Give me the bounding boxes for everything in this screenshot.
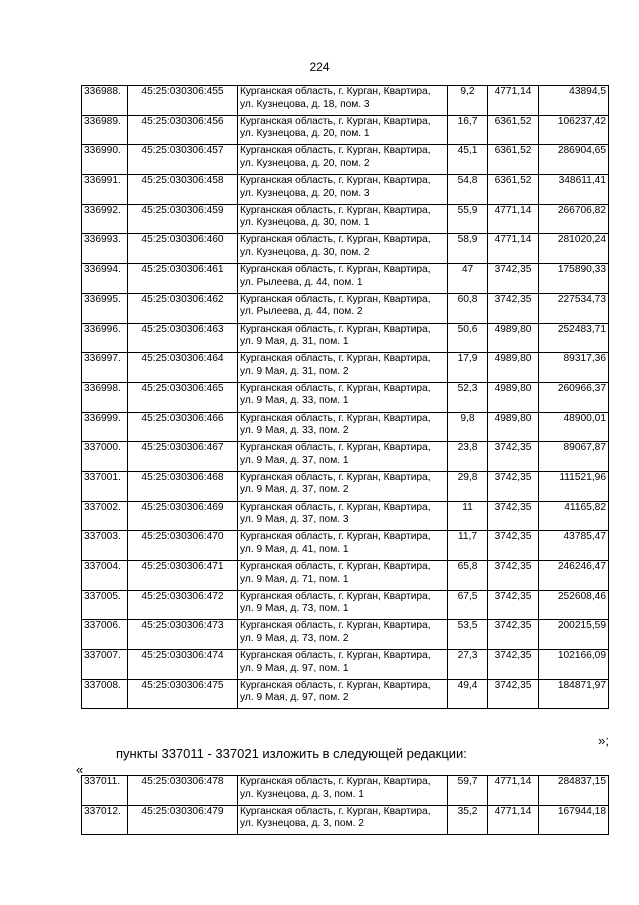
address-cell — [238, 323, 448, 353]
address-line-1: Курганская область, г. Курган, Квартира, — [240, 805, 431, 817]
address-line-1: Курганская область, г. Курган, Квартира, — [240, 561, 431, 572]
row-number-cell: 336995. — [82, 293, 128, 323]
row-number-cell: 337000. — [82, 442, 128, 472]
row-number-cell: 336992. — [82, 204, 128, 234]
area-cell: 54,8 — [448, 175, 488, 205]
address-cell — [238, 115, 448, 145]
address-cell — [238, 145, 448, 175]
area-cell: 11 — [448, 501, 488, 531]
cadastral-value-cell: 111521,96 — [539, 471, 609, 501]
area-cell: 52,3 — [448, 382, 488, 412]
address-line-1: Курганская область, г. Курган, Квартира, — [240, 86, 431, 97]
unit-price-cell: 3742,35 — [488, 531, 539, 561]
unit-price-cell: 4771,14 — [488, 234, 539, 264]
table-row — [82, 234, 609, 264]
cadastral-number-cell: 45:25:030306:459 — [128, 204, 238, 234]
cadastral-number-cell: 45:25:030306:465 — [128, 382, 238, 412]
address-line-2: ул. Кузнецова, д. 20, пом. 2 — [240, 157, 370, 169]
cadastral-value-cell: 43785,47 — [539, 531, 609, 561]
address-cell — [238, 293, 448, 323]
address-line-2: ул. 9 Мая, д. 33, пом. 2 — [240, 425, 349, 437]
address-line-2: ул. 9 Мая, д. 97, пом. 2 — [240, 692, 349, 704]
address-line-2: ул. Рылеева, д. 44, пом. 2 — [240, 306, 363, 318]
address-line-1: Курганская область, г. Курган, Квартира, — [240, 531, 431, 543]
address-line-2: ул. 9 Мая, д. 41, пом. 1 — [240, 543, 349, 555]
cadastral-value-cell: 106237,42 — [539, 115, 609, 145]
cadastral-value-cell: 266706,82 — [539, 204, 609, 234]
cadastral-value-cell: 43894,5 — [539, 86, 609, 116]
table-row — [82, 531, 609, 561]
area-cell: 29,8 — [448, 471, 488, 501]
cadastral-number-cell: 45:25:030306:468 — [128, 471, 238, 501]
area-cell: 50,6 — [448, 323, 488, 353]
row-number-cell: 336997. — [82, 353, 128, 383]
address-line-2: ул. 9 Мая, д. 31, пом. 1 — [240, 336, 349, 347]
unit-price-cell: 3742,35 — [488, 620, 539, 650]
row-number-cell: 337006. — [82, 620, 128, 650]
table-row — [82, 501, 609, 531]
cadastral-number-cell: 45:25:030306:458 — [128, 175, 238, 205]
unit-price-cell: 4771,14 — [488, 805, 539, 835]
cadastral-number-cell: 45:25:030306:473 — [128, 620, 238, 650]
unit-price-cell: 4771,14 — [488, 86, 539, 116]
cadastral-value-cell: 348611,41 — [539, 175, 609, 205]
address-cell — [238, 561, 448, 591]
address-cell — [238, 679, 448, 709]
unit-price-cell: 4771,14 — [488, 776, 539, 806]
cadastral-value-cell: 184871,97 — [539, 679, 609, 709]
address-line-1: Курганская область, г. Курган, Квартира, — [240, 776, 431, 787]
address-line-1: Курганская область, г. Курган, Квартира, — [240, 175, 431, 187]
table-row — [82, 620, 609, 650]
address-line-1: Курганская область, г. Курган, Квартира, — [240, 323, 431, 335]
cadastral-value-cell: 286904,65 — [539, 145, 609, 175]
address-line-1: Курганская область, г. Курган, Квартира, — [240, 590, 431, 602]
unit-price-cell: 3742,35 — [488, 650, 539, 680]
address-line-1: Курганская область, г. Курган, Квартира, — [240, 620, 431, 632]
cadastral-number-cell: 45:25:030306:464 — [128, 353, 238, 383]
cadastral-number-cell: 45:25:030306:461 — [128, 264, 238, 294]
address-line-2: ул. Кузнецова, д. 30, пом. 2 — [240, 246, 370, 258]
address-line-2: ул. Рылеева, д. 44, пом. 1 — [240, 276, 363, 288]
row-number-cell: 337002. — [82, 501, 128, 531]
row-number-cell: 336993. — [82, 234, 128, 264]
area-cell: 49,4 — [448, 679, 488, 709]
unit-price-cell: 3742,35 — [488, 501, 539, 531]
unit-price-cell: 3742,35 — [488, 561, 539, 591]
address-line-2: ул. 9 Мая, д. 37, пом. 2 — [240, 484, 349, 496]
address-line-2: ул. Кузнецова, д. 3, пом. 2 — [240, 818, 364, 830]
area-cell: 9,2 — [448, 86, 488, 116]
area-cell: 23,8 — [448, 442, 488, 472]
cadastral-number-cell: 45:25:030306:471 — [128, 561, 238, 591]
address-cell — [238, 531, 448, 561]
table-row — [82, 412, 609, 442]
address-line-1: Курганская область, г. Курган, Квартира, — [240, 650, 431, 662]
address-line-1: Курганская область, г. Курган, Квартира, — [240, 412, 431, 424]
address-cell — [238, 234, 448, 264]
table-row — [82, 353, 609, 383]
unit-price-cell: 3742,35 — [488, 264, 539, 294]
cadastral-value-cell: 284837,15 — [539, 776, 609, 806]
cadastral-number-cell: 45:25:030306:472 — [128, 590, 238, 620]
address-line-2: ул. Кузнецова, д. 18, пом. 3 — [240, 98, 370, 110]
row-number-cell: 336988. — [82, 86, 128, 116]
amended-property-table — [81, 775, 609, 835]
address-cell — [238, 776, 448, 806]
row-number-cell: 336999. — [82, 412, 128, 442]
address-line-2: ул. Кузнецова, д. 3, пом. 1 — [240, 788, 364, 800]
table-row — [82, 204, 609, 234]
cadastral-number-cell: 45:25:030306:456 — [128, 115, 238, 145]
row-number-cell: 337001. — [82, 471, 128, 501]
address-cell — [238, 412, 448, 442]
address-cell — [238, 442, 448, 472]
cadastral-number-cell: 45:25:030306:467 — [128, 442, 238, 472]
cadastral-number-cell: 45:25:030306:479 — [128, 805, 238, 835]
cadastral-number-cell: 45:25:030306:460 — [128, 234, 238, 264]
cadastral-value-cell: 252608,46 — [539, 590, 609, 620]
cadastral-value-cell: 200215,59 — [539, 620, 609, 650]
cadastral-number-cell: 45:25:030306:466 — [128, 412, 238, 442]
address-line-1: Курганская область, г. Курган, Квартира, — [240, 679, 431, 691]
address-line-1: Курганская область, г. Курган, Квартира, — [240, 382, 431, 394]
address-line-1: Курганская область, г. Курган, Квартира, — [240, 501, 431, 513]
address-line-2: ул. 9 Мая, д. 73, пом. 1 — [240, 603, 349, 615]
table-row — [82, 145, 609, 175]
unit-price-cell: 4989,80 — [488, 412, 539, 442]
unit-price-cell: 6361,52 — [488, 175, 539, 205]
row-number-cell: 336994. — [82, 264, 128, 294]
row-number-cell: 337005. — [82, 590, 128, 620]
address-line-1: Курганская область, г. Курган, Квартира, — [240, 264, 431, 276]
opening-quote: « — [76, 762, 84, 777]
address-line-2: ул. Кузнецова, д. 20, пом. 3 — [240, 187, 370, 199]
area-cell: 59,7 — [448, 776, 488, 806]
cadastral-value-cell: 48900,01 — [539, 412, 609, 442]
area-cell: 55,9 — [448, 204, 488, 234]
row-number-cell: 336998. — [82, 382, 128, 412]
cadastral-number-cell: 45:25:030306:474 — [128, 650, 238, 680]
address-line-1: Курганская область, г. Курган, Квартира, — [240, 293, 431, 305]
area-cell: 67,5 — [448, 590, 488, 620]
table-row — [82, 382, 609, 412]
address-line-1: Курганская область, г. Курган, Квартира, — [240, 442, 431, 454]
cadastral-number-cell: 45:25:030306:463 — [128, 323, 238, 353]
amendment-instruction: пункты 337011 - 337021 изложить в следующей редакции: — [116, 746, 467, 761]
property-table — [81, 85, 609, 709]
table-row — [82, 86, 609, 116]
table-row — [82, 650, 609, 680]
cadastral-number-cell: 45:25:030306:462 — [128, 293, 238, 323]
address-line-1: Курганская область, г. Курган, Квартира, — [240, 234, 431, 246]
address-line-2: ул. 9 Мая, д. 73, пом. 2 — [240, 632, 349, 644]
unit-price-cell: 6361,52 — [488, 115, 539, 145]
table-row — [82, 293, 609, 323]
area-cell: 27,3 — [448, 650, 488, 680]
table-row — [82, 175, 609, 205]
area-cell: 53,5 — [448, 620, 488, 650]
cadastral-number-cell: 45:25:030306:457 — [128, 145, 238, 175]
area-cell: 9,8 — [448, 412, 488, 442]
closing-quote: »; — [598, 733, 609, 748]
address-line-2: ул. Кузнецова, д. 20, пом. 1 — [240, 128, 370, 140]
cadastral-number-cell: 45:25:030306:478 — [128, 776, 238, 806]
area-cell: 35,2 — [448, 805, 488, 835]
area-cell: 16,7 — [448, 115, 488, 145]
cadastral-value-cell: 89067,87 — [539, 442, 609, 472]
row-number-cell: 336990. — [82, 145, 128, 175]
unit-price-cell: 4989,80 — [488, 382, 539, 412]
address-cell — [238, 86, 448, 116]
cadastral-value-cell: 41165,82 — [539, 501, 609, 531]
area-cell: 60,8 — [448, 293, 488, 323]
address-cell — [238, 805, 448, 835]
address-cell — [238, 650, 448, 680]
unit-price-cell: 3742,35 — [488, 471, 539, 501]
cadastral-value-cell: 167944,18 — [539, 805, 609, 835]
unit-price-cell: 3742,35 — [488, 293, 539, 323]
cadastral-value-cell: 227534,73 — [539, 293, 609, 323]
address-line-2: ул. 9 Мая, д. 71, пом. 1 — [240, 573, 349, 585]
row-number-cell: 336991. — [82, 175, 128, 205]
area-cell: 58,9 — [448, 234, 488, 264]
address-cell — [238, 471, 448, 501]
cadastral-value-cell: 246246,47 — [539, 561, 609, 591]
unit-price-cell: 4989,80 — [488, 353, 539, 383]
address-cell — [238, 204, 448, 234]
row-number-cell: 337012. — [82, 805, 128, 835]
page-number: 224 — [309, 60, 330, 74]
cadastral-value-cell: 102166,09 — [539, 650, 609, 680]
area-cell: 45,1 — [448, 145, 488, 175]
cadastral-number-cell: 45:25:030306:469 — [128, 501, 238, 531]
address-cell — [238, 175, 448, 205]
unit-price-cell: 3742,35 — [488, 442, 539, 472]
area-cell: 11,7 — [448, 531, 488, 561]
row-number-cell: 336996. — [82, 323, 128, 353]
cadastral-value-cell: 175890,33 — [539, 264, 609, 294]
area-cell: 47 — [448, 264, 488, 294]
address-cell — [238, 590, 448, 620]
table-row — [82, 471, 609, 501]
address-line-2: ул. 9 Мая, д. 33, пом. 1 — [240, 395, 349, 407]
cadastral-number-cell: 45:25:030306:475 — [128, 679, 238, 709]
table-row — [82, 442, 609, 472]
area-cell: 65,8 — [448, 561, 488, 591]
address-line-1: Курганская область, г. Курган, Квартира, — [240, 115, 431, 127]
table-row — [82, 805, 609, 835]
cadastral-value-cell: 89317,36 — [539, 353, 609, 383]
address-line-2: ул. 9 Мая, д. 31, пом. 2 — [240, 365, 349, 377]
unit-price-cell: 4771,14 — [488, 204, 539, 234]
table-row — [82, 776, 609, 806]
address-line-2: ул. 9 Мая, д. 97, пом. 1 — [240, 662, 349, 674]
row-number-cell: 337004. — [82, 561, 128, 591]
address-cell — [238, 620, 448, 650]
address-line-1: Курганская область, г. Курган, Квартира, — [240, 471, 431, 483]
unit-price-cell: 6361,52 — [488, 145, 539, 175]
table-row — [82, 323, 609, 353]
row-number-cell: 337011. — [82, 776, 128, 806]
address-line-1: Курганская область, г. Курган, Квартира, — [240, 204, 431, 216]
table-row — [82, 590, 609, 620]
address-cell — [238, 501, 448, 531]
unit-price-cell: 3742,35 — [488, 679, 539, 709]
address-line-2: ул. 9 Мая, д. 37, пом. 3 — [240, 514, 349, 526]
row-number-cell: 337007. — [82, 650, 128, 680]
cadastral-value-cell: 281020,24 — [539, 234, 609, 264]
table-row — [82, 264, 609, 294]
cadastral-number-cell: 45:25:030306:470 — [128, 531, 238, 561]
address-line-2: ул. Кузнецова, д. 30, пом. 1 — [240, 217, 370, 229]
unit-price-cell: 3742,35 — [488, 590, 539, 620]
row-number-cell: 337003. — [82, 531, 128, 561]
table-row — [82, 115, 609, 145]
table-row — [82, 679, 609, 709]
row-number-cell: 336989. — [82, 115, 128, 145]
table-row — [82, 561, 609, 591]
cadastral-value-cell: 252483,71 — [539, 323, 609, 353]
cadastral-value-cell: 260966,37 — [539, 382, 609, 412]
address-cell — [238, 382, 448, 412]
address-line-2: ул. 9 Мая, д. 37, пом. 1 — [240, 454, 349, 466]
row-number-cell: 337008. — [82, 679, 128, 709]
address-cell — [238, 353, 448, 383]
address-cell — [238, 264, 448, 294]
unit-price-cell: 4989,80 — [488, 323, 539, 353]
address-line-1: Курганская область, г. Курган, Квартира, — [240, 145, 431, 157]
address-line-1: Курганская область, г. Курган, Квартира, — [240, 353, 431, 365]
area-cell: 17,9 — [448, 353, 488, 383]
cadastral-number-cell: 45:25:030306:455 — [128, 86, 238, 116]
